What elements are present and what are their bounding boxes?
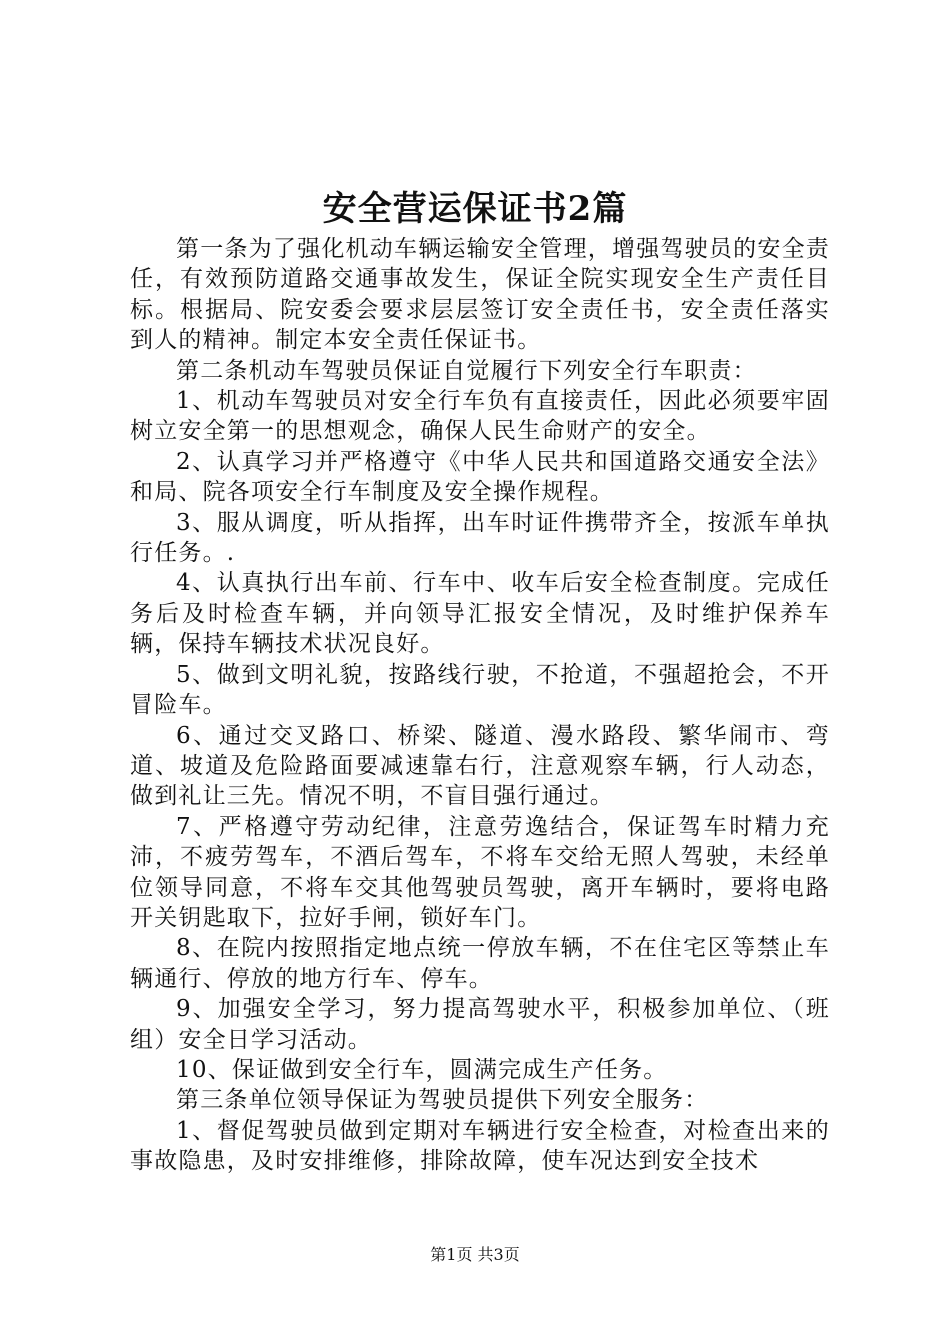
paragraph-item-8: 8、在院内按照指定地点统一停放车辆，不在住宅区等禁止车辆通行、停放的地方行车、停车。 [130,935,830,992]
document-body [130,234,830,1177]
paragraph-item-2: 2、认真学习并严格遵守《中华人民共和国道路交通安全法》和局、院各项安全行车制度及安全操作规程。 [130,448,830,506]
paragraph-article-3: 第三条单位领导保证为驾驶员提供下列安全服务： [176,1087,709,1114]
paragraph-item-5: 5、做到文明礼貌，按路线行驶，不抢道，不强超抢会，不开冒险车。 [130,661,830,719]
paragraph-item-3: 3、服从调度，听从指挥，出车时证件携带齐全，按派车单执行任务。. [130,509,830,567]
paragraph-article-2: 第二条机动车驾驶员保证自觉履行下列安全行车职责： [176,357,757,384]
paragraph-item-7: 7、严格遵守劳动纪律，注意劳逸结合，保证驾车时精力充沛，不疲劳驾车，不酒后驾车，不将车交给无照人驾驶，未经单位领导同意，不将车交其他驾驶员驾驶，离开车辆时，要将电路开关钥匙取下，拉好手闸，锁好车门。 [130,813,830,931]
paragraph-item-9: 9、加强安全学习，努力提高驾驶水平，积极参加单位、（班组）安全日学习活动。 [130,996,830,1053]
document-title: 安全营运保证书2篇 [322,189,628,229]
paragraph-service-1: 1、督促驾驶员做到定期对车辆进行安全检查，对检查出来的事故隐患，及时安排维修，排除故障，使车况达到安全技术 [130,1117,830,1175]
paragraph-item-6: 6、通过交叉路口、桥梁、隧道、漫水路段、繁华闹市、弯道、坡道及危险路面要减速靠右行，注意观察车辆，行人动态，做到礼让三先。情况不明，不盲目强行通过。 [130,722,830,810]
paragraph-item-4: 4、认真执行出车前、行车中、收车后安全检查制度。完成任务后及时检查车辆，并向领导汇报安全情况，及时维护保养车辆，保持车辆技术状况良好。 [130,570,830,658]
paragraph-item-1: 1、机动车驾驶员对安全行车负有直接责任，因此必须要牢固树立安全第一的思想观念，确保人民生命财产的安全。 [130,388,830,445]
page-footer: 第1页 共3页 [430,1245,520,1264]
paragraph-article-1: 第一条为了强化机动车辆运输安全管理，增强驾驶员的安全责任，有效预防道路交通事故发生，保证全院实现安全生产责任目标。根据局、院安委会要求层层签订安全责任书，安全责任落实到人的精神。制定本安全责任保证书。 [130,236,830,354]
paragraph-item-10: 10、保证做到安全行车，圆满完成生产任务。 [176,1056,668,1083]
